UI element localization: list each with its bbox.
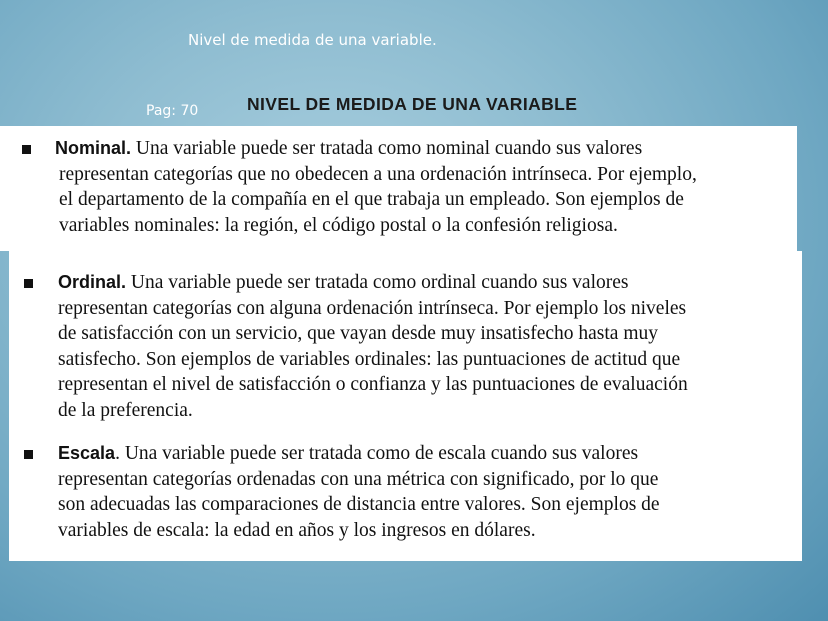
slide-title: Nivel de medida de una variable. <box>188 31 437 49</box>
term-ordinal: Ordinal. <box>58 272 127 292</box>
item-text-line: el departamento de la compañía en el que trabaja un empleado. Son ejemplos de <box>59 189 684 211</box>
square-bullet-icon <box>22 145 31 154</box>
item-text-line: Una variable puede ser tratada como ordinal cuando sus valores <box>130 272 629 293</box>
page-reference: Pag: 70 <box>146 103 199 119</box>
item-text-line: de satisfacción con un servicio, que vayan desde muy insatisfecho hasta muy <box>58 323 658 345</box>
list-item-nominal <box>55 136 800 238</box>
section-heading: NIVEL DE MEDIDA DE UNA VARIABLE <box>247 94 578 114</box>
item-text-line: representan el nivel de satisfacción o confianza y las puntuaciones de evaluación <box>58 374 688 396</box>
square-bullet-icon <box>24 279 33 288</box>
item-text-line: representan categorías con alguna ordenación intrínseca. Por ejemplo los niveles <box>58 297 687 319</box>
list-item-escala <box>58 441 800 543</box>
item-text-line: variables nominales: la región, el código postal o la confesión religiosa. <box>59 214 618 236</box>
term-escala: Escala <box>58 443 116 463</box>
item-text-line: representan categorías ordenadas con una métrica con significado, por lo que <box>58 468 659 490</box>
item-text-line: Una variable puede ser tratada como nominal cuando sus valores <box>135 138 643 159</box>
item-text-line: de la preferencia. <box>58 399 193 421</box>
item-text-line: satisfecho. Son ejemplos de variables ordinales: las puntuaciones de actitud que <box>58 348 681 370</box>
list-item-ordinal <box>58 270 800 424</box>
item-text-line: variables de escala: la edad en años y los ingresos en dólares. <box>58 519 536 541</box>
term-nominal: Nominal. <box>55 138 132 158</box>
item-text-line: . Una variable puede ser tratada como de escala cuando sus valores <box>115 443 639 464</box>
item-text-line: son adecuadas las comparaciones de distancia entre valores. Son ejemplos de <box>58 494 660 516</box>
square-bullet-icon <box>24 450 33 459</box>
item-text-line: representan categorías que no obedecen a una ordenación intrínseca. Por ejemplo, <box>59 163 697 185</box>
